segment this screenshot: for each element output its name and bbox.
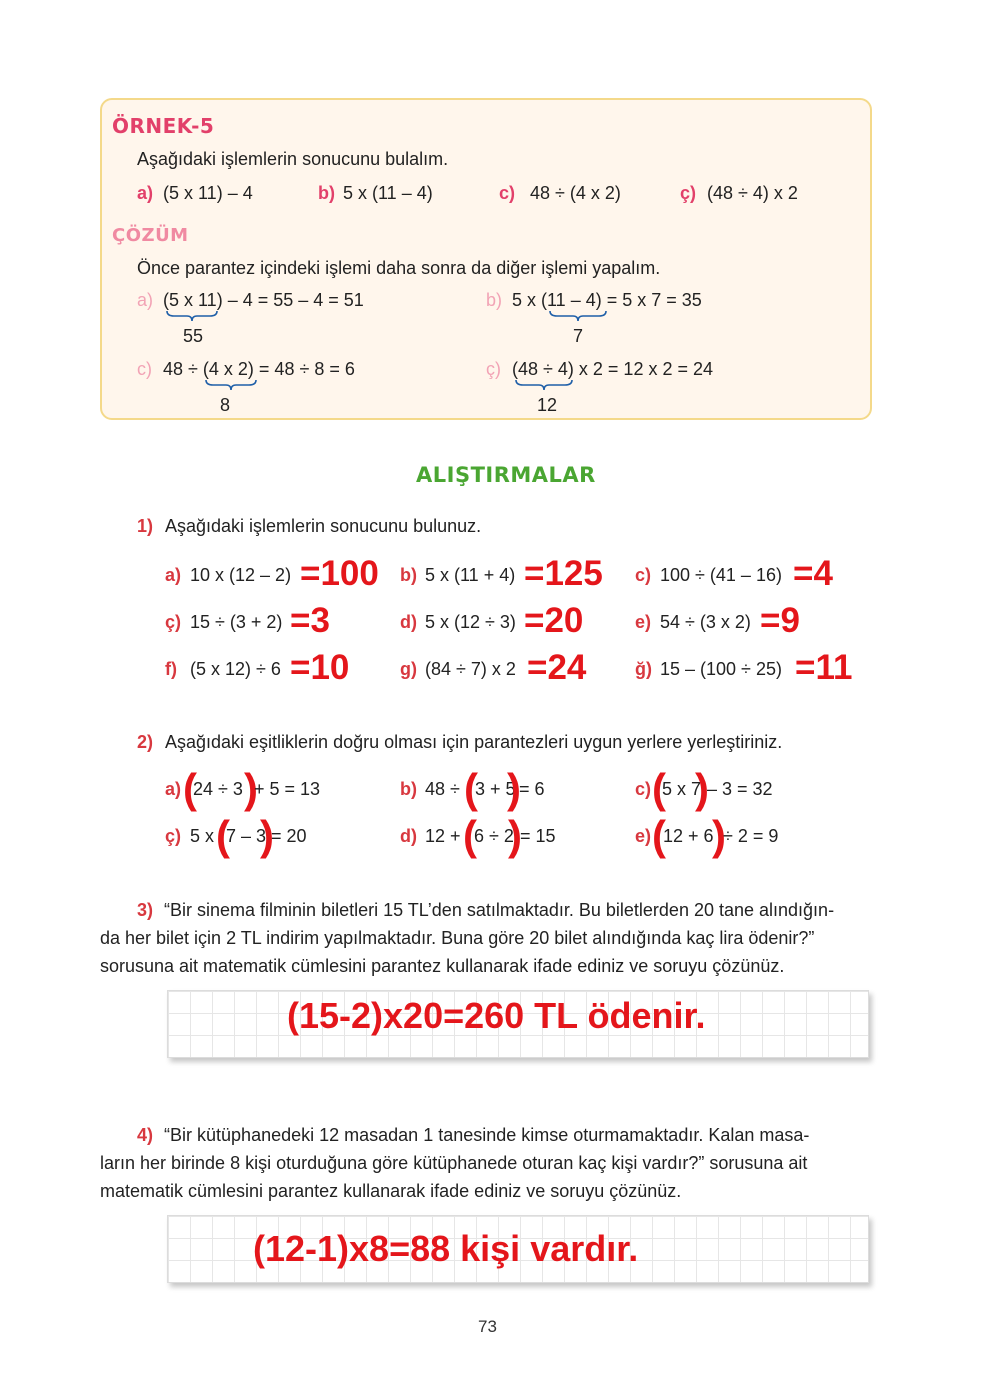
- solution-line: 5 x (11 – 4) = 5 x 7 = 35: [512, 290, 702, 310]
- q1-item-expr: 54 ÷ (3 x 2): [660, 612, 751, 632]
- solution-label: b): [486, 290, 503, 310]
- q1-item-label: a): [165, 565, 182, 585]
- underbrace-icon: [166, 310, 218, 322]
- open-paren: (: [216, 812, 230, 859]
- q1-item-answer: =24: [527, 648, 587, 687]
- q1-item-label: e): [635, 612, 652, 632]
- solution-label: c): [137, 359, 152, 379]
- q4-line1: [137, 1125, 809, 1146]
- q1-item-answer: =10: [290, 648, 350, 687]
- open-paren: (: [652, 765, 666, 812]
- page-number: 73: [478, 1317, 497, 1336]
- q1-item-answer: =125: [524, 554, 603, 593]
- solution-under: 7: [573, 326, 584, 346]
- q1-item-label: d): [400, 612, 417, 632]
- example-item-label: b): [318, 183, 335, 203]
- example-item-label: c): [499, 183, 516, 203]
- underbrace-icon: [549, 310, 607, 322]
- q2-item-rest: + 5 = 13: [254, 779, 321, 799]
- question-text: Aşağıdaki işlemlerin sonucunu bulunuz.: [165, 516, 482, 536]
- q1-item-expr: 5 x (11 + 4): [425, 565, 516, 585]
- exercises-title: ALIŞTIRMALAR: [416, 463, 596, 487]
- solution-label: ç): [486, 359, 501, 379]
- q2-item-rest: – 3 = 32: [707, 779, 773, 799]
- q2-item-pre: 5 x: [190, 826, 215, 846]
- q2-item-pre: 12 +: [425, 826, 461, 846]
- close-paren: ): [260, 812, 274, 859]
- q2-item-inner: 12 + 6: [663, 826, 714, 846]
- question-number: 2): [137, 732, 154, 752]
- q4-line3: matematik cümlesini parantez kullanarak ifade ediniz ve soruyu çözünüz.: [100, 1181, 682, 1201]
- solution-title: ÇÖZÜM: [112, 225, 189, 246]
- example-item-label: ç): [680, 183, 697, 203]
- close-paren: ): [507, 765, 521, 812]
- question-text: Aşağıdaki eşitliklerin doğru olması için parantezleri uygun yerlere yerleştiriniz.: [165, 732, 783, 752]
- open-paren: (: [183, 765, 197, 812]
- q1-item-label: c): [635, 565, 652, 585]
- q1-item-label: ğ): [635, 659, 652, 679]
- q1-item-expr: 100 ÷ (41 – 16): [660, 565, 782, 585]
- example-item-expr: (5 x 11) – 4: [163, 183, 253, 203]
- question-number: 3): [137, 900, 154, 920]
- q1-item-expr: 15 ÷ (3 + 2): [190, 612, 283, 632]
- open-paren: (: [652, 812, 666, 859]
- q2-item-rest: = 15: [520, 826, 556, 846]
- close-paren: ): [508, 812, 522, 859]
- solution-under: 55: [183, 326, 204, 346]
- solution-line: (5 x 11) – 4 = 55 – 4 = 51: [163, 290, 364, 310]
- close-paren: ): [712, 812, 726, 859]
- q1-item-expr: 15 – (100 ÷ 25): [660, 659, 782, 679]
- q2-item-label: d): [400, 826, 417, 846]
- solution-intro: Önce parantez içindeki işlemi daha sonra da diğer işlemi yapalım.: [137, 258, 661, 278]
- q4-line2: ların her birinde 8 kişi oturduğuna göre kütüphanede oturan kaç kişi vardır?” sorusuna ait: [100, 1153, 808, 1173]
- example-title: ÖRNEK-5: [112, 114, 215, 138]
- q3-answer: (15-2)x20=260 TL ödenir.: [287, 995, 706, 1036]
- q1-item-expr: 5 x (12 ÷ 3): [425, 612, 516, 632]
- close-paren: ): [695, 765, 709, 812]
- question-text: “Bir kütüphanedeki 12 masadan 1 tanesinde kimse oturmamaktadır. Kalan masa-: [164, 1125, 810, 1145]
- solution-under: 8: [220, 395, 231, 415]
- solution-under: 12: [537, 395, 558, 415]
- example-item-label: a): [137, 183, 154, 203]
- q1-item-answer: =100: [300, 554, 379, 593]
- q1-item-answer: =4: [793, 554, 833, 593]
- example-item-expr: 48 ÷ (4 x 2): [530, 183, 621, 203]
- q1-item-expr: 10 x (12 – 2): [190, 565, 292, 585]
- q2-item-label: a): [165, 779, 182, 799]
- example-item-expr: (48 ÷ 4) x 2: [707, 183, 798, 203]
- solution-label: a): [137, 290, 154, 310]
- q1-item-answer: =20: [524, 601, 584, 640]
- underbrace-icon: [515, 379, 573, 391]
- q3-line2: da her bilet için 2 TL indirim yapılmaktadır. Buna göre 20 bilet alındığında kaç lira ödenir?”: [100, 928, 815, 948]
- q1-item-label: ç): [165, 612, 182, 632]
- example-item-expr: 5 x (11 – 4): [343, 183, 433, 203]
- q1-item-label: f): [165, 659, 177, 679]
- underbrace-icon: [205, 379, 257, 391]
- q3-line1: [137, 900, 834, 921]
- q2-item-label: c): [635, 779, 652, 799]
- q1-item-answer: =3: [290, 601, 330, 640]
- open-paren: (: [464, 765, 478, 812]
- question-number: 4): [137, 1125, 154, 1145]
- question-number: 1): [137, 516, 154, 536]
- q2-item-inner: 6 ÷ 2: [474, 826, 514, 846]
- close-paren: ): [244, 765, 258, 812]
- q2-item-rest: = 6: [519, 779, 545, 799]
- solution-line: (48 ÷ 4) x 2 = 12 x 2 = 24: [512, 359, 713, 379]
- q2-item-inner: 7 – 3: [226, 826, 267, 846]
- example-instruction: Aşağıdaki işlemlerin sonucunu bulalım.: [137, 149, 449, 169]
- q1-item-answer: =9: [760, 601, 800, 640]
- q1-item-label: g): [400, 659, 417, 679]
- q3-line3: sorusuna ait matematik cümlesini parantez kullanarak ifade ediniz ve soruyu çözünüz.: [100, 956, 785, 976]
- q2-item-inner: 5 x 7: [662, 779, 702, 799]
- solution-line: 48 ÷ (4 x 2) = 48 ÷ 8 = 6: [163, 359, 355, 379]
- q4-answer: (12-1)x8=88 kişi vardır.: [253, 1228, 639, 1269]
- q2-item-label: ç): [165, 826, 182, 846]
- q2-item-pre: 48 ÷: [425, 779, 460, 799]
- q1-item-answer: =11: [795, 648, 853, 687]
- q2-item-inner: 24 ÷ 3: [193, 779, 243, 799]
- q1-item-expr: (84 ÷ 7) x 2: [425, 659, 516, 679]
- q2-item-label: b): [400, 779, 417, 799]
- q2-item-label: e): [635, 826, 652, 846]
- q2-item-rest: ÷ 2 = 9: [723, 826, 779, 846]
- q1-item-label: b): [400, 565, 417, 585]
- q2-item-rest: = 20: [271, 826, 307, 846]
- open-paren: (: [463, 812, 477, 859]
- q1-item-expr: (5 x 12) ÷ 6: [190, 659, 281, 679]
- question-text: “Bir sinema filminin biletleri 15 TL’den satılmaktadır. Bu biletlerden 20 tane alındığın-: [164, 900, 835, 920]
- q2-item-inner: 3 + 5: [475, 779, 516, 799]
